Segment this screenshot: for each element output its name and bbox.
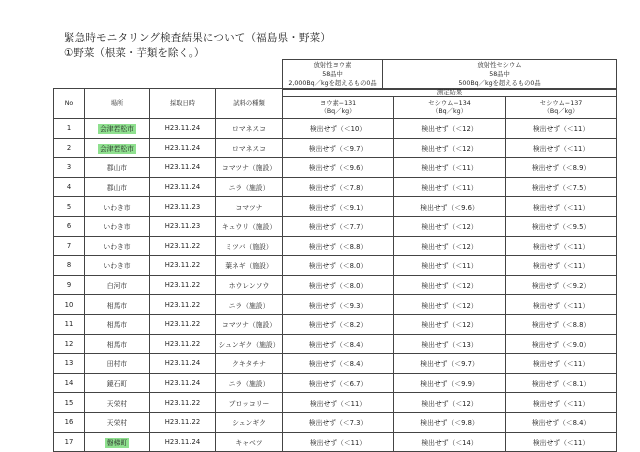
cesium-limit-title: 放射性セシウム (477, 62, 522, 69)
row-i131-cell: 検出せず（＜8.0） (283, 275, 394, 295)
row-no-cell: 11 (54, 314, 85, 334)
row-cs134-cell: 検出せず（＜14） (394, 432, 506, 452)
table-row (54, 119, 617, 139)
table-row (54, 354, 617, 374)
row-cs137-cell: 検出せず（＜7.5） (506, 177, 617, 197)
table-row (54, 216, 617, 236)
document-title: 緊急時モニタリング検査結果について（福島県・野菜） (64, 32, 332, 44)
row-cs137-cell: 検出せず（＜11） (506, 256, 617, 276)
row-cs134-cell: 検出せず（＜12） (394, 275, 506, 295)
table-row (54, 393, 617, 413)
table-row (54, 334, 617, 354)
row-place-cell: いわき市 (85, 216, 150, 236)
row-no-cell: 2 (54, 138, 85, 158)
document-subtitle: ①野菜（根菜・芋類を除く。） (64, 47, 205, 59)
row-i131-cell: 検出せず（＜8.0） (283, 256, 394, 276)
row-date-cell: H23.11.22 (150, 295, 216, 315)
row-item-cell: コマツナ（施設） (216, 158, 283, 178)
row-i131-cell: 検出せず（＜9.7） (283, 138, 394, 158)
row-no-cell: 3 (54, 158, 85, 178)
table-row (54, 177, 617, 197)
row-item-cell: ニラ（施設） (216, 373, 283, 393)
row-place-cell: 郡山市 (85, 177, 150, 197)
row-date-cell: H23.11.22 (150, 275, 216, 295)
header-i131-unit: （Bq／kg） (320, 107, 356, 115)
row-date-cell: H23.11.22 (150, 393, 216, 413)
highlighted-place-text: 会津若松市 (100, 125, 134, 134)
cesium-limit-count: 58品中 (489, 71, 510, 78)
row-date-cell: H23.11.22 (150, 236, 216, 256)
iodine-limit-threshold: 2,000Bq／kgを超えるもの0品 (288, 80, 377, 87)
row-i131-cell: 検出せず（＜11） (283, 432, 394, 452)
header-cs137 (506, 97, 617, 119)
row-place-cell: 相馬市 (85, 295, 150, 315)
cesium-limit-threshold: 500Bq／kgを超えるもの0品 (458, 80, 541, 87)
iodine-limit-count: 58品中 (322, 71, 343, 78)
row-no-cell: 1 (54, 119, 85, 139)
header-measured: 測定結果 (283, 89, 617, 97)
row-cs134-cell: 検出せず（＜11） (394, 158, 506, 178)
row-i131-cell: 検出せず（＜8.4） (283, 334, 394, 354)
row-date-cell: H23.11.24 (150, 373, 216, 393)
row-date-cell: H23.11.24 (150, 432, 216, 452)
row-cs137-cell: 検出せず（＜11） (506, 138, 617, 158)
row-cs137-cell: 検出せず（＜11） (506, 197, 617, 217)
row-i131-cell: 検出せず（＜11） (283, 393, 394, 413)
row-cs134-cell: 検出せず（＜12） (394, 393, 506, 413)
row-place-cell (85, 138, 150, 158)
row-place-cell: 田村市 (85, 354, 150, 374)
row-no-cell: 9 (54, 275, 85, 295)
row-item-cell: コマツナ (216, 197, 283, 217)
row-cs134-cell: 検出せず（＜12） (394, 314, 506, 334)
row-cs134-cell: 検出せず（＜12） (394, 119, 506, 139)
row-place-cell: 鏡石町 (85, 373, 150, 393)
row-item-cell: シュンギク（施設） (216, 334, 283, 354)
table-row (54, 236, 617, 256)
row-date-cell: H23.11.23 (150, 216, 216, 236)
row-date-cell: H23.11.24 (150, 177, 216, 197)
row-cs137-cell: 検出せず（＜11） (506, 119, 617, 139)
table-row (54, 197, 617, 217)
row-i131-cell: 検出せず（＜9.1） (283, 197, 394, 217)
row-item-cell: ホウレンソウ (216, 275, 283, 295)
row-cs134-cell: 検出せず（＜9.6） (394, 197, 506, 217)
row-cs134-cell: 検出せず（＜12） (394, 138, 506, 158)
row-place-cell: 郡山市 (85, 158, 150, 178)
row-no-cell: 12 (54, 334, 85, 354)
row-item-cell: ロマネスコ (216, 119, 283, 139)
header-cs134 (394, 97, 506, 119)
row-cs134-cell: 検出せず（＜12） (394, 216, 506, 236)
results-table (53, 88, 617, 452)
row-no-cell: 8 (54, 256, 85, 276)
row-i131-cell: 検出せず（＜8.2） (283, 314, 394, 334)
row-cs137-cell: 検出せず（＜8.9） (506, 158, 617, 178)
header-cs137-label: セシウム−137 (539, 99, 583, 107)
header-cs134-unit: （Bq／kg） (432, 107, 467, 115)
table-row (54, 275, 617, 295)
row-cs134-cell: 検出せず（＜12） (394, 295, 506, 315)
row-place-cell: 天栄村 (85, 393, 150, 413)
row-place-cell (85, 119, 150, 139)
row-no-cell: 4 (54, 177, 85, 197)
table-row (54, 158, 617, 178)
row-cs137-cell: 検出せず（＜9.5） (506, 216, 617, 236)
row-cs134-cell: 検出せず（＜12） (394, 236, 506, 256)
header-cs137-unit: （Bq／kg） (543, 107, 579, 115)
row-no-cell: 16 (54, 412, 85, 432)
header-date: 採取日時 (150, 89, 216, 119)
row-cs137-cell: 検出せず（＜8.4） (506, 412, 617, 432)
highlighted-place-text: 磐梯町 (106, 438, 128, 447)
header-item: 試料の種類 (216, 89, 283, 119)
results-table-body (54, 119, 617, 452)
row-place-cell: いわき市 (85, 236, 150, 256)
row-no-cell: 6 (54, 216, 85, 236)
row-i131-cell: 検出せず（＜7.8） (283, 177, 394, 197)
row-item-cell: シュンギク (216, 412, 283, 432)
row-no-cell: 13 (54, 354, 85, 374)
row-no-cell: 5 (54, 197, 85, 217)
header-place: 場所 (85, 89, 150, 119)
iodine-limit-title: 放射性ヨウ素 (313, 62, 352, 69)
row-item-cell: ロマネスコ (216, 138, 283, 158)
row-item-cell: ニラ（施設） (216, 177, 283, 197)
row-cs137-cell: 検出せず（＜9.0） (506, 334, 617, 354)
row-i131-cell: 検出せず（＜9.6） (283, 158, 394, 178)
row-item-cell: コマツナ（施設） (216, 314, 283, 334)
row-i131-cell: 検出せず（＜10） (283, 119, 394, 139)
row-place-cell: いわき市 (85, 197, 150, 217)
row-place-cell: いわき市 (85, 256, 150, 276)
row-i131-cell: 検出せず（＜8.4） (283, 354, 394, 374)
row-item-cell: 葉ネギ（施設） (216, 256, 283, 276)
row-cs137-cell: 検出せず（＜8.8） (506, 314, 617, 334)
table-row (54, 256, 617, 276)
table-row (54, 373, 617, 393)
row-i131-cell: 検出せず（＜7.3） (283, 412, 394, 432)
row-i131-cell: 検出せず（＜8.8） (283, 236, 394, 256)
iodine-limit-cell (283, 60, 383, 90)
row-date-cell: H23.11.24 (150, 138, 216, 158)
row-place-cell: 相馬市 (85, 314, 150, 334)
row-cs137-cell: 検出せず（＜11） (506, 432, 617, 452)
row-date-cell: H23.11.22 (150, 314, 216, 334)
row-cs134-cell: 検出せず（＜13） (394, 334, 506, 354)
row-place-cell (85, 432, 150, 452)
row-cs137-cell: 検出せず（＜11） (506, 295, 617, 315)
row-date-cell: H23.11.22 (150, 334, 216, 354)
table-row (54, 314, 617, 334)
row-cs134-cell: 検出せず（＜9.8） (394, 412, 506, 432)
row-i131-cell: 検出せず（＜7.7） (283, 216, 394, 236)
cesium-limit-cell (383, 60, 617, 90)
table-row (54, 432, 617, 452)
table-row (54, 295, 617, 315)
table-row (54, 412, 617, 432)
row-cs137-cell: 検出せず（＜11） (506, 236, 617, 256)
row-i131-cell: 検出せず（＜6.7） (283, 373, 394, 393)
row-no-cell: 14 (54, 373, 85, 393)
row-place-cell: 相馬市 (85, 334, 150, 354)
row-cs134-cell: 検出せず（＜11） (394, 177, 506, 197)
row-item-cell: ブロッコリー (216, 393, 283, 413)
row-cs137-cell: 検出せず（＜8.1） (506, 373, 617, 393)
row-item-cell: ミツバ（施設） (216, 236, 283, 256)
header-cs134-label: セシウム−134 (428, 99, 471, 107)
row-item-cell: キュウリ（施設） (216, 216, 283, 236)
table-row (54, 138, 617, 158)
row-date-cell: H23.11.22 (150, 256, 216, 276)
row-date-cell: H23.11.23 (150, 197, 216, 217)
row-cs134-cell: 検出せず（＜11） (394, 256, 506, 276)
row-item-cell: キャベツ (216, 432, 283, 452)
row-date-cell: H23.11.22 (150, 412, 216, 432)
row-item-cell: ニラ（施設） (216, 295, 283, 315)
header-i131-label: ヨウ素−131 (319, 99, 357, 107)
row-place-cell: 天栄村 (85, 412, 150, 432)
highlighted-place-text: 会津若松市 (100, 144, 134, 153)
row-cs137-cell: 検出せず（＜9.2） (506, 275, 617, 295)
header-no: No (54, 89, 85, 119)
row-cs137-cell: 検出せず（＜11） (506, 354, 617, 374)
row-no-cell: 7 (54, 236, 85, 256)
row-date-cell: H23.11.24 (150, 158, 216, 178)
row-cs134-cell: 検出せず（＜9.9） (394, 373, 506, 393)
row-date-cell: H23.11.24 (150, 354, 216, 374)
header-i131 (283, 97, 394, 119)
row-cs137-cell: 検出せず（＜11） (506, 393, 617, 413)
row-no-cell: 10 (54, 295, 85, 315)
row-no-cell: 17 (54, 432, 85, 452)
row-cs134-cell: 検出せず（＜9.7） (394, 354, 506, 374)
limits-summary-table (282, 59, 617, 90)
row-date-cell: H23.11.24 (150, 119, 216, 139)
row-no-cell: 15 (54, 393, 85, 413)
row-i131-cell: 検出せず（＜9.3） (283, 295, 394, 315)
row-place-cell: 白河市 (85, 275, 150, 295)
row-item-cell: クキタチナ (216, 354, 283, 374)
